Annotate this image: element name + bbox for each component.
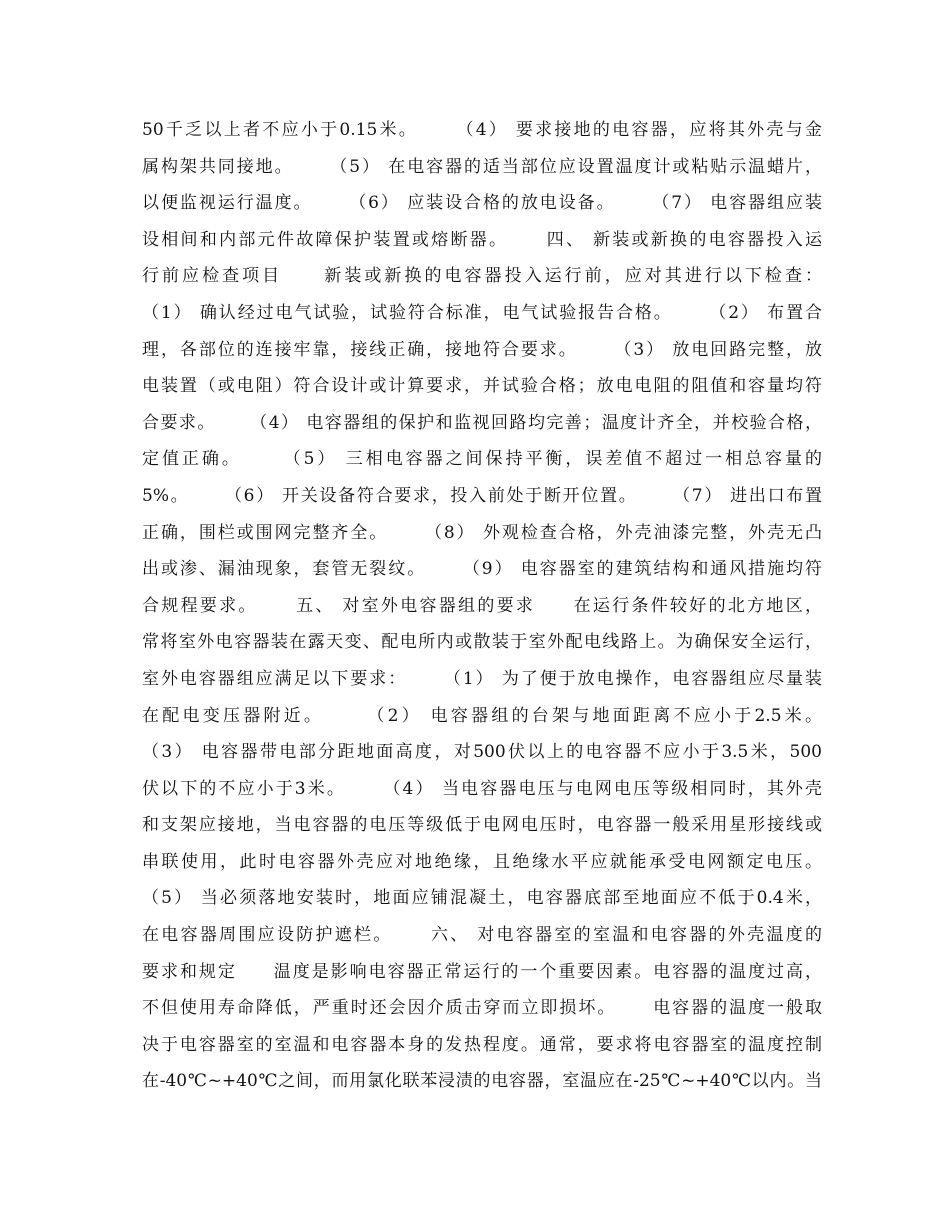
text-line: （1） 确认经过电气试验，试验符合标准，电气试验报告合格。 （2） 布置合 — [142, 302, 822, 323]
text-line: 在配电变压器附近。 （2） 电容器组的台架与地面距离不应小于2.5米。 — [142, 705, 822, 726]
text-line: 出或渗、漏油现象，套管无裂纹。 （9） 电容器室的建筑结构和通风措施均符 — [142, 559, 822, 580]
text-line: 串联使用，此时电容器外壳应对地绝缘，且绝缘水平应就能承受电网额定电压。 — [142, 851, 822, 872]
text-line: 以便监视运行温度。 （6） 应装设合格的放电设备。 （7） 电容器组应装 — [142, 193, 822, 214]
text-line: 合要求。 （4） 电容器组的保护和监视回路均完善；温度计齐全，并校验合格， — [142, 412, 822, 433]
text-line: 5%。 （6） 开关设备符合要求，投入前处于断开位置。 （7） 进出口布置 — [142, 485, 822, 506]
text-line: 在电容器周围应设防护遮栏。 六、 对电容器室的室温和电容器的外壳温度的 — [142, 925, 822, 946]
text-line: 定值正确。 （5） 三相电容器之间保持平衡，误差值不超过一相总容量的 — [142, 449, 822, 470]
text-line: 和支架应接地，当电容器的电压等级低于电网电压时，电容器一般采用星形接线或 — [142, 815, 822, 836]
text-line: 电装置（或电阻）符合设计或计算要求，并试验合格；放电电阻的阻值和容量均符 — [142, 376, 822, 397]
text-line: （3） 电容器带电部分距地面高度，对500伏以上的电容器不应小于3.5米，500 — [142, 742, 822, 763]
text-line: 伏以下的不应小于3米。 （4） 当电容器电压与电网电压等级相同时，其外壳 — [142, 778, 822, 799]
text-line: 50千乏以上者不应小于0.15米。 （4） 要求接地的电容器，应将其外壳与金 — [142, 120, 822, 140]
text-line: 决于电容器室的室温和电容器本身的发热程度。通常，要求将电容器室的温度控制 — [142, 1034, 822, 1055]
text-line: 行前应检查项目 新装或新换的电容器投入运行前，应对其进行以下检查： — [142, 266, 822, 287]
text-line: 理，各部位的连接牢靠，接线正确，接地符合要求。 （3） 放电回路完整，放 — [142, 339, 822, 360]
text-line: （5） 当必须落地安装时，地面应铺混凝土，电容器底部至地面应不低于0.4米， — [142, 888, 822, 909]
document-body — [142, 112, 822, 1100]
text-line: 不但使用寿命降低，严重时还会因介质击穿而立即损坏。 电容器的温度一般取 — [142, 998, 822, 1019]
text-line: 室外电容器组应满足以下要求： （1） 为了便于放电操作，电容器组应尽量装 — [142, 668, 822, 689]
text-line: 在-40℃~+40℃之间，而用氯化联苯浸渍的电容器，室温应在-25℃~+40℃以内。当 — [142, 1071, 822, 1092]
text-line: 合规程要求。 五、 对室外电容器组的要求 在运行条件较好的北方地区， — [142, 595, 822, 616]
text-line: 正确，围栏或围网完整齐全。 （8） 外观检查合格，外壳油漆完整，外壳无凸 — [142, 522, 822, 543]
text-line: 常将室外电容器装在露天变、配电所内或散装于室外配电线路上。为确保安全运行， — [142, 632, 822, 653]
text-line: 设相间和内部元件故障保护装置或熔断器。 四、 新装或新换的电容器投入运 — [142, 229, 822, 250]
text-line: 要求和规定 温度是影响电容器正常运行的一个重要因素。电容器的温度过高， — [142, 961, 822, 982]
text-line: 属构架共同接地。 （5） 在电容器的适当部位应设置温度计或粘贴示温蜡片， — [142, 156, 822, 177]
